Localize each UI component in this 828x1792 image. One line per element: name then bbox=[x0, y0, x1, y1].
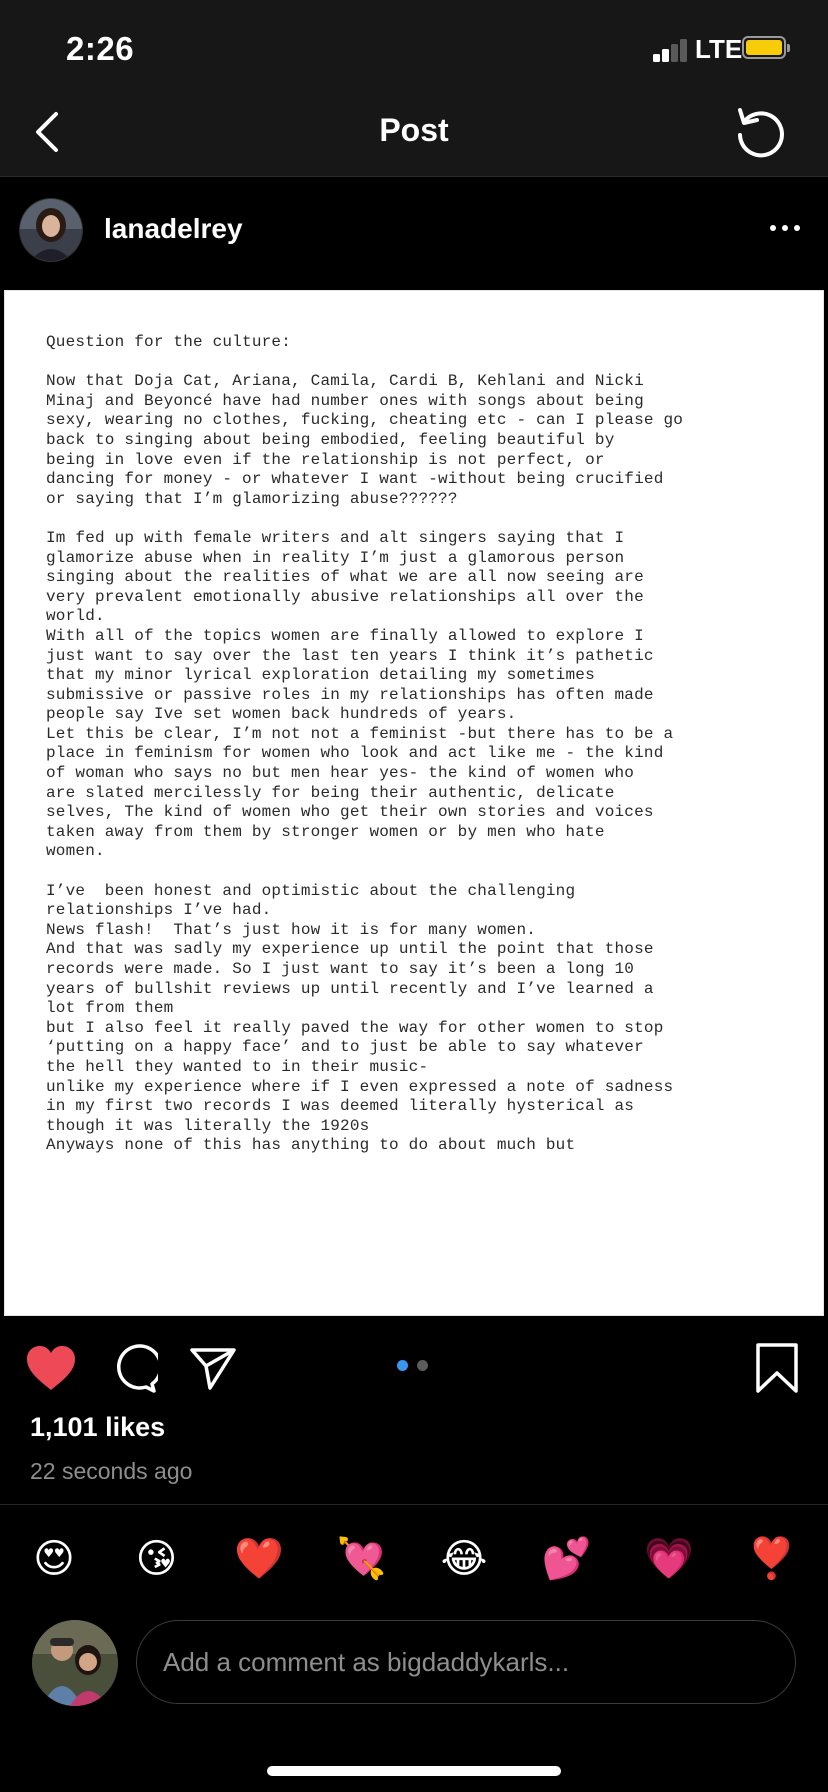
post-image[interactable] bbox=[4, 290, 824, 1316]
comment-icon bbox=[108, 1344, 158, 1394]
reaction-emoji-button[interactable]: 💘 bbox=[336, 1536, 387, 1582]
author-username[interactable]: lanadelrey bbox=[104, 213, 243, 244]
reaction-emoji-button[interactable]: 😘 bbox=[135, 1536, 178, 1582]
avatar-photo-icon bbox=[32, 1620, 118, 1706]
letter-line: Question for the culture: bbox=[46, 333, 292, 351]
letter-line: Let this be clear, I’m not not a feminist -but there has to be a bbox=[46, 724, 674, 743]
letter-line: Anyways none of this has anything to do about much but bbox=[46, 1136, 576, 1155]
letter-line: back to singing about being embodied, feeling beautiful by bbox=[46, 430, 615, 449]
letter-line: or saying that I’m glamorizing abuse?????? bbox=[46, 489, 458, 508]
letter-line: that my minor lyrical exploration detailing my sometimes bbox=[46, 666, 595, 685]
comment-input[interactable]: Add a comment as bigdaddykarls... bbox=[136, 1620, 796, 1704]
post-timestamp: 22 seconds ago bbox=[30, 1458, 193, 1484]
letter-line: of woman who says no but men hear yes- the kind of women who bbox=[46, 764, 635, 783]
letter-line: And that was sadly my experience up until the point that those bbox=[46, 940, 654, 959]
letter-line: though it was literally the 1920s bbox=[46, 1116, 370, 1135]
save-button[interactable] bbox=[754, 1342, 800, 1394]
reaction-emoji-button[interactable]: 💗 bbox=[644, 1536, 694, 1582]
letter-line: With all of the topics women are finally allowed to explore I bbox=[46, 626, 644, 645]
letter-line: Minaj and Beyoncé have had number ones with songs about being bbox=[46, 391, 644, 410]
letter-line: ‘putting on a happy face’ and to just be able to say whatever bbox=[46, 1038, 644, 1057]
letter-line: just want to say over the last ten years I think it’s pathetic bbox=[46, 646, 654, 665]
divider bbox=[0, 1504, 828, 1505]
status-bar bbox=[0, 0, 828, 90]
carousel-dot bbox=[417, 1360, 428, 1371]
letter-line: lot from them bbox=[46, 999, 174, 1018]
reaction-emoji-button[interactable]: 😍 bbox=[33, 1536, 75, 1582]
like-button[interactable] bbox=[24, 1344, 78, 1394]
letter-line: world. bbox=[46, 607, 105, 626]
more-icon bbox=[770, 225, 776, 231]
letter-line: singing about the realities of what we are all now seeing are bbox=[46, 568, 644, 587]
more-options-button[interactable] bbox=[766, 213, 806, 243]
signal-icon bbox=[653, 38, 689, 62]
letter-line: but I also feel it really paved the way for other women to stop bbox=[46, 1018, 664, 1037]
letter-line: taken away from them by stronger women or by men who hate bbox=[46, 822, 605, 841]
bookmark-icon bbox=[754, 1342, 800, 1394]
paper-plane-icon bbox=[188, 1342, 238, 1392]
reaction-emoji-button[interactable]: 😂 bbox=[440, 1536, 488, 1582]
letter-blank-line bbox=[46, 862, 806, 882]
letter-line: selves, The kind of women who get their own stories and voices bbox=[46, 803, 654, 822]
current-user-avatar bbox=[32, 1620, 118, 1706]
letter-line: women. bbox=[46, 842, 105, 861]
carousel-dot bbox=[397, 1360, 408, 1371]
letter-line: place in feminism for women who look and act like me - the kind bbox=[46, 744, 664, 763]
letter-line: being in love even if the relationship is not perfect, or bbox=[46, 450, 605, 469]
quick-reactions bbox=[0, 1534, 828, 1584]
post-header bbox=[0, 177, 828, 283]
letter-line: dancing for money - or whatever I want -without being crucified bbox=[46, 470, 664, 489]
letter-line: Im fed up with female writers and alt singers saying that I bbox=[46, 528, 625, 547]
letter-blank-line bbox=[46, 509, 806, 529]
letter-line: News flash! That’s just how it is for many women. bbox=[46, 920, 537, 939]
reaction-emoji-button[interactable]: ❤️ bbox=[234, 1536, 284, 1582]
letter-line: in my first two records I was deemed literally hysterical as bbox=[46, 1097, 635, 1116]
network-type: LTE bbox=[695, 34, 743, 64]
letter-line: I’ve been honest and optimistic about the challenging bbox=[46, 881, 576, 900]
letter-line: records were made. So I just want to say it’s been a long 10 bbox=[46, 960, 635, 978]
share-button[interactable] bbox=[188, 1342, 238, 1392]
home-indicator bbox=[267, 1766, 561, 1776]
refresh-icon bbox=[730, 102, 790, 162]
carousel-indicator bbox=[397, 1360, 431, 1372]
avatar-portrait-icon bbox=[20, 199, 82, 261]
status-time: 2:26 bbox=[66, 30, 135, 67]
letter-line: people say Ive set women back hundreds of years. bbox=[46, 705, 517, 724]
battery-icon bbox=[742, 36, 786, 59]
heart-filled-icon bbox=[24, 1344, 78, 1394]
reaction-emoji-button[interactable]: ❣️ bbox=[746, 1536, 797, 1582]
letter-line: sexy, wearing no clothes, fucking, cheating etc - can I please go bbox=[46, 411, 684, 430]
comment-bar bbox=[0, 1618, 828, 1708]
letter-line: glamorize abuse when in reality I’m just a glamorous person bbox=[46, 548, 625, 567]
letter-line: the hell they wanted to in their music- bbox=[46, 1057, 429, 1076]
letter-line: years of bullshit reviews up until recently and I’ve learned a bbox=[46, 979, 654, 998]
comment-button[interactable] bbox=[108, 1344, 158, 1394]
letter-text bbox=[46, 333, 806, 1156]
letter-line: relationships I’ve had. bbox=[46, 901, 272, 920]
reaction-emoji-button[interactable]: 💕 bbox=[541, 1536, 592, 1582]
letter-line: Now that Doja Cat, Ariana, Camila, Cardi B, Kehlani and Nicki bbox=[46, 372, 644, 391]
like-count[interactable]: 1,101 likes bbox=[30, 1412, 166, 1442]
letter-line: very prevalent emotionally abusive relationships all over the bbox=[46, 587, 644, 606]
page-title: Post bbox=[379, 112, 449, 148]
letter-line: are slated mercilessly for being their authentic, delicate bbox=[46, 783, 615, 802]
letter-blank-line bbox=[46, 353, 806, 373]
refresh-button[interactable] bbox=[730, 102, 790, 162]
letter-line: unlike my experience where if I even expressed a note of sadness bbox=[46, 1077, 674, 1096]
author-avatar[interactable] bbox=[20, 199, 82, 261]
nav-bar bbox=[0, 90, 828, 177]
letter-line: submissive or passive roles in my relationships has often made bbox=[46, 685, 654, 704]
